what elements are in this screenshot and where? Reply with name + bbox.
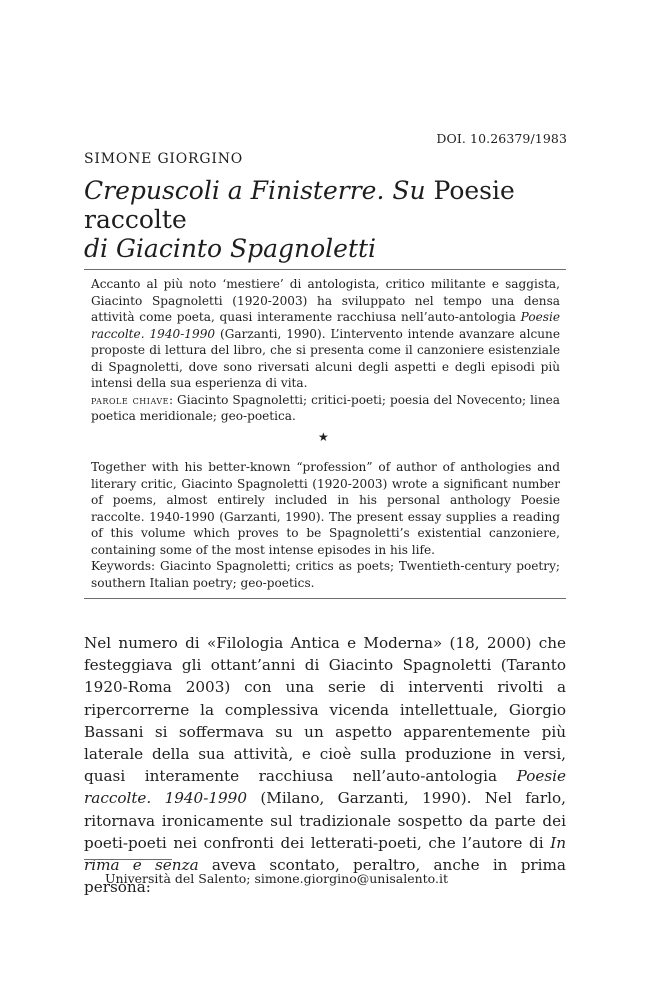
abstract-english-body: Together with his better-known “profession” of author of anthologies and literary critic, Giacinto Spagnoletti (1920-2003) wrote a significant number of poems, almost entirely included in his personal anthology Poesie raccolte. 1940-1990 (Garzanti, 1990). The present essay supplies a reading of this volume which proves to be Spagnoletti’s existential canzoniere, containing some of the most intense episodes in his life. [91, 460, 560, 557]
section-separator-star: ★ [318, 430, 329, 444]
body-text-part1: Nel numero di «Filologia Antica e Moderna» (18, 2000) che festeggiava gli ottant’anni di Giacinto Spagnoletti (Taranto 1920-Roma 2003) con una serie di interventi rivolti a ripercorrerne la complessiva vicenda intellettuale, Giorgio Bassani si soffermava su un aspetto apparentemente più laterale della sua attività, e cioè sulla produzione in versi, quasi interamente racchiusa nell’auto-antologia [84, 634, 566, 786]
abstract-it-text: Accanto al più noto ‘mestiere’ di antologista, critico militante e saggista, Giacinto Spagnoletti (1920-2003) ha sviluppato nel tempo una densa attività come poeta, quasi interamente racchiusa nell’auto-antologia [91, 277, 560, 324]
abstract-bottom-rule [84, 598, 566, 599]
keywords-it-text: : Giacinto Spagnoletti; critici-poeti; poesia del Novecento; linea poetica meridionale; geo-poetica. [91, 392, 560, 423]
abstract-it-text-end: (Garzanti, 1990). L’intervento intende avanzare alcune proposte di lettura del libro, che si presenta come il canzoniere esistenziale di Spagnoletti, dove sono riversati alcuni degli aspetti e degli episodi più intensi della sua esperienza di vita. [91, 326, 560, 390]
title-italic-part: Crepuscoli a Finisterre. Su [84, 176, 426, 205]
title-roman-part: Poesie raccolte [84, 176, 515, 234]
doi-label: DOI. 10.26379/1983 [436, 131, 567, 146]
affiliation-footnote: Università del Salento; simone.giorgino@unisalento.it [105, 871, 448, 886]
keywords-italian [91, 392, 560, 425]
abstract-italian-body [91, 276, 560, 392]
body-text-part3: aveva scontato, peraltro, anche in prima persona: [84, 856, 566, 897]
keywords-english: Keywords: Giacinto Spagnoletti; critics as poets; Twentieth-century poetry; southern Italian poetry; geo-poetics. [91, 559, 560, 590]
abstract-top-rule [84, 269, 566, 270]
body-text-part2: (Milano, Garzanti, 1990). Nel farlo, ritornava ironicamente sul tradizionale sospetto da parte dei poeti-poeti nei confronti dei letterati-poeti, che l’autore di [84, 789, 567, 852]
body-italic-title: Poesie raccolte. 1940-1990 [84, 767, 566, 808]
footnote-rule [84, 859, 172, 860]
title-second-line: di Giacinto Spagnoletti [84, 234, 377, 263]
abstract-it-italic: Poesie raccolte. 1940-1990 [91, 310, 560, 341]
keywords-label: parole chiave [91, 392, 169, 407]
article-title [84, 176, 584, 263]
abstract-english [91, 459, 560, 591]
abstract-italian [91, 276, 560, 425]
body-italic-title2: In rima e senza [84, 833, 566, 875]
author-name: SIMONE GIORGINO [84, 151, 244, 167]
